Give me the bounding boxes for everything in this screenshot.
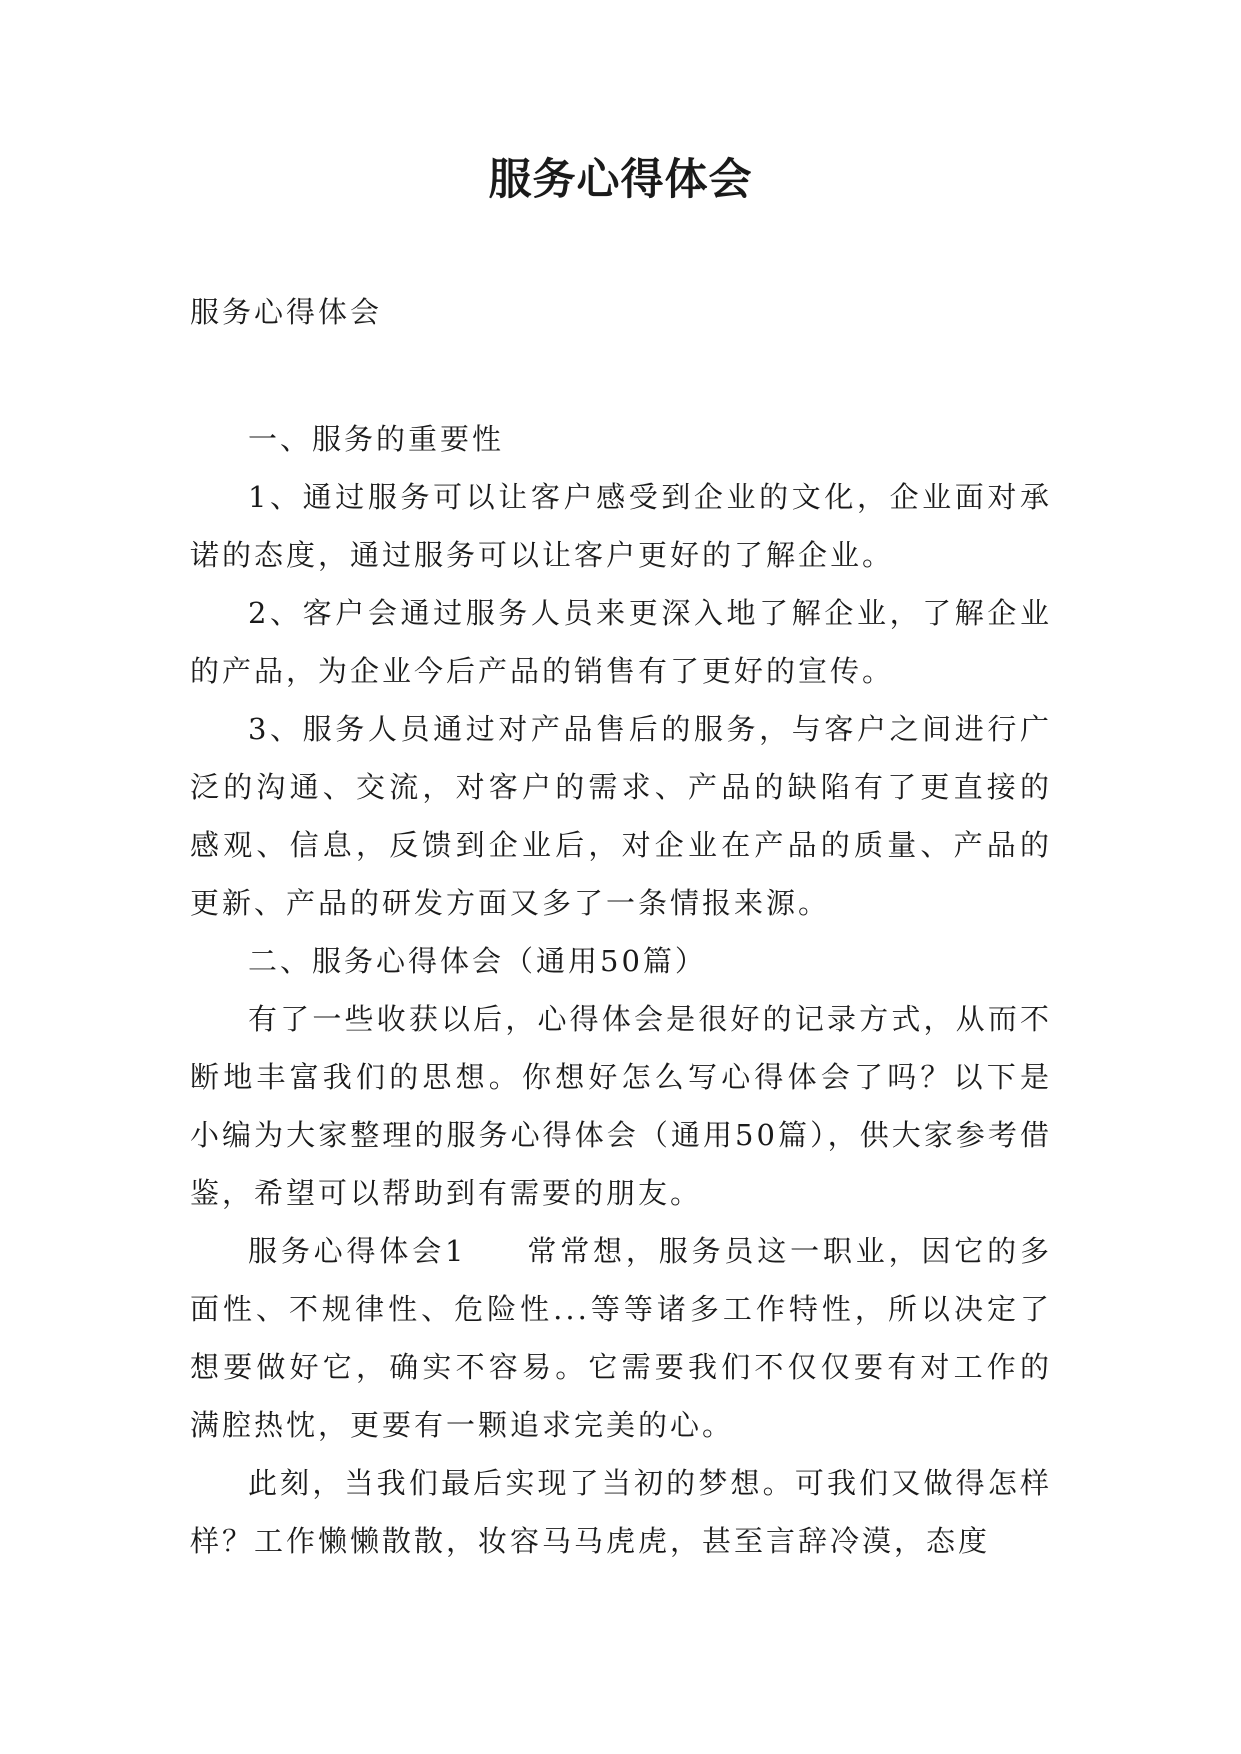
- paragraph-point-3: 3、服务人员通过对产品售后的服务，与客户之间进行广泛的沟通、交流，对客户的需求、产品的缺陷有了更直接的感观、信息，反馈到企业后，对企业在产品的质量、产品的更新、产品的研发方面又多了一条情报来源。: [190, 712, 1052, 920]
- section-heading-importance: 一、服务的重要性: [248, 422, 505, 456]
- document-title: 服务心得体会: [488, 155, 753, 205]
- paragraph-essay-1: [190, 1222, 1052, 1454]
- section-heading-experience: 二、服务心得体会（通用50篇）: [248, 944, 707, 978]
- essay-heading: 服务心得体会1: [248, 1234, 467, 1268]
- paragraph-intro: 有了一些收获以后，心得体会是很好的记录方式，从而不断地丰富我们的思想。你想好怎么写心得体会了吗？以下是小编为大家整理的服务心得体会（通用50篇），供大家参考借鉴，希望可以帮助到有需要的朋友。: [190, 1002, 1052, 1210]
- paragraph-point-1: 1、通过服务可以让客户感受到企业的文化，企业面对承诺的态度，通过服务可以让客户更好的了解企业。: [190, 480, 1052, 572]
- essay-text: 常常想，服务员这一职业，因它的多面性、不规律性、危险性...等等诸多工作特性，所以决定了想要做好它，确实不容易。它需要我们不仅仅要有对工作的满腔热忱，更要有一颗追求完美的心。: [190, 1234, 1052, 1442]
- paragraph-essay-1-continued: 此刻，当我们最后实现了当初的梦想。可我们又做得怎样样？工作懒懒散散，妆容马马虎虎，甚至言辞冷漠，态度: [190, 1466, 1052, 1558]
- document-body: [190, 410, 1052, 1570]
- paragraph-point-2: 2、客户会通过服务人员来更深入地了解企业，了解企业的产品，为企业今后产品的销售有了更好的宣传。: [190, 596, 1052, 688]
- document-subtitle: 服务心得体会: [190, 295, 383, 329]
